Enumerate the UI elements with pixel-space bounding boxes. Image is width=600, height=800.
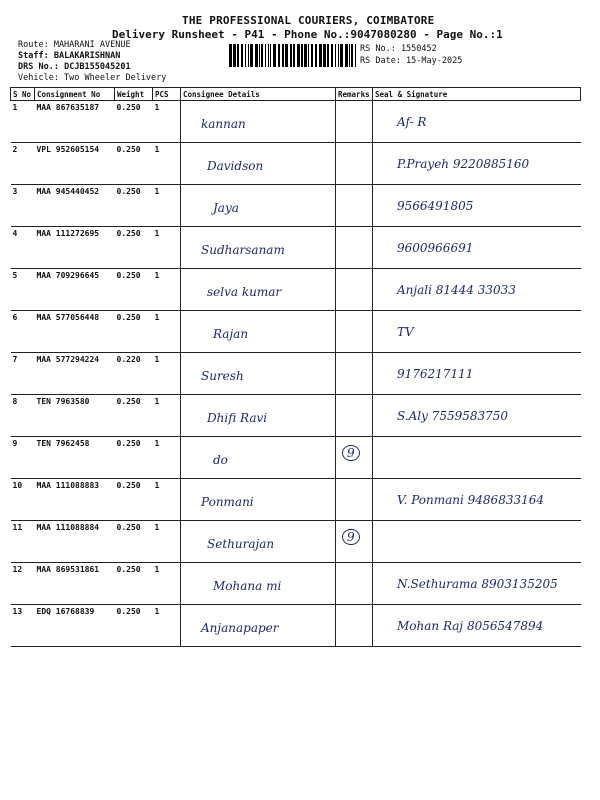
remarks-mark-cell bbox=[336, 185, 373, 227]
barcode-bar bbox=[255, 44, 258, 67]
weight-value: 0.250 bbox=[116, 313, 141, 322]
weight-value-cell bbox=[115, 437, 153, 479]
consignee-name-cell bbox=[181, 227, 336, 269]
serial-number: 11 bbox=[12, 523, 23, 532]
pieces-count: 1 bbox=[154, 229, 160, 238]
serial-number: 9 bbox=[12, 439, 18, 448]
barcode-bar bbox=[355, 44, 356, 67]
column-header: S No bbox=[11, 88, 35, 101]
barcode-bar bbox=[315, 44, 317, 67]
consignee-name-cell bbox=[181, 311, 336, 353]
barcode-bar bbox=[297, 44, 300, 67]
pieces-count-cell bbox=[153, 185, 181, 227]
pieces-count: 1 bbox=[154, 103, 160, 112]
barcode-bar bbox=[323, 44, 326, 67]
consignee-name: Rajan bbox=[213, 327, 249, 341]
barcode-bar bbox=[335, 44, 336, 67]
serial-number-cell bbox=[11, 227, 35, 269]
weight-value-cell bbox=[115, 605, 153, 647]
consignee-name-cell bbox=[181, 185, 336, 227]
seal-signature-cell bbox=[373, 437, 581, 479]
consignment-number-cell bbox=[35, 311, 115, 353]
pieces-count-cell bbox=[153, 395, 181, 437]
barcode-bar bbox=[351, 44, 353, 67]
column-header: PCS bbox=[153, 88, 181, 101]
barcode-bar bbox=[301, 44, 303, 67]
table-row bbox=[11, 227, 581, 269]
remarks-mark-cell bbox=[336, 605, 373, 647]
consignment-number: MAA 577056448 bbox=[36, 313, 100, 322]
seal-signature: 9566491805 bbox=[397, 199, 474, 213]
barcode-bar bbox=[237, 44, 239, 67]
table-row bbox=[11, 563, 581, 605]
consignment-number: MAA 111088884 bbox=[36, 523, 100, 532]
weight-value: 0.250 bbox=[116, 481, 141, 490]
consignment-number-cell bbox=[35, 101, 115, 143]
column-header: Weight bbox=[115, 88, 153, 101]
remarks-mark-cell bbox=[336, 437, 373, 479]
consignment-number: MAA 867635187 bbox=[36, 103, 100, 112]
drs-label: DRS No.: bbox=[18, 62, 59, 72]
remarks-mark-cell bbox=[336, 563, 373, 605]
consignment-number: MAA 869531861 bbox=[36, 565, 100, 574]
consignment-number-cell bbox=[35, 143, 115, 185]
seal-signature-cell bbox=[373, 101, 581, 143]
consignee-name: selva kumar bbox=[207, 285, 282, 299]
seal-signature: Af- R bbox=[397, 115, 427, 129]
barcode-bar bbox=[261, 44, 263, 67]
weight-value: 0.250 bbox=[116, 607, 141, 616]
pieces-count-cell bbox=[153, 437, 181, 479]
seal-signature: P.Prayeh 9220885160 bbox=[397, 157, 530, 171]
serial-number-cell bbox=[11, 143, 35, 185]
staff-name: BALAKARISHNAN bbox=[53, 51, 121, 61]
table-row bbox=[11, 353, 581, 395]
seal-signature-cell bbox=[373, 353, 581, 395]
serial-number: 13 bbox=[12, 607, 23, 616]
rs-date: RS Date: 15-May-2025 bbox=[360, 56, 463, 66]
barcode-bar bbox=[340, 44, 343, 67]
weight-value-cell bbox=[115, 227, 153, 269]
consignment-number-cell bbox=[35, 437, 115, 479]
vehicle-line: Vehicle: Two Wheeler Delivery bbox=[18, 73, 167, 83]
seal-signature: S.Aly 7559583750 bbox=[397, 409, 509, 423]
remarks-mark: 9 bbox=[342, 529, 360, 545]
consignee-name: Davidson bbox=[207, 159, 264, 173]
pieces-count-cell bbox=[153, 353, 181, 395]
remarks-mark-cell bbox=[336, 395, 373, 437]
consignment-number: MAA 111088883 bbox=[36, 481, 100, 490]
serial-number-cell bbox=[11, 101, 35, 143]
consignee-name: Ponmani bbox=[201, 495, 254, 509]
barcode-bar bbox=[308, 44, 309, 67]
seal-signature: N.Sethurama 8903135205 bbox=[397, 577, 558, 591]
runsheet-table bbox=[10, 87, 581, 647]
table-row bbox=[11, 185, 581, 227]
consignment-number: TEN 7963580 bbox=[36, 397, 90, 406]
barcode-bar bbox=[245, 44, 246, 67]
pieces-count-cell bbox=[153, 605, 181, 647]
weight-value: 0.250 bbox=[116, 439, 141, 448]
table-row bbox=[11, 479, 581, 521]
consignee-name-cell bbox=[181, 605, 336, 647]
serial-number-cell bbox=[11, 605, 35, 647]
barcode-bar bbox=[338, 44, 339, 67]
staff-line bbox=[18, 51, 120, 61]
serial-number: 3 bbox=[12, 187, 18, 196]
weight-value-cell bbox=[115, 185, 153, 227]
table-row bbox=[11, 437, 581, 479]
pieces-count-cell bbox=[153, 269, 181, 311]
consignment-number-cell bbox=[35, 479, 115, 521]
seal-signature-cell bbox=[373, 521, 581, 563]
consignment-number: MAA 945440452 bbox=[36, 187, 100, 196]
seal-signature-cell bbox=[373, 395, 581, 437]
pieces-count: 1 bbox=[154, 607, 160, 616]
seal-signature: 9176217111 bbox=[397, 367, 474, 381]
barcode-bar bbox=[233, 44, 236, 67]
pieces-count: 1 bbox=[154, 145, 160, 154]
consignee-name-cell bbox=[181, 353, 336, 395]
serial-number: 6 bbox=[12, 313, 18, 322]
barcode-bar bbox=[345, 44, 348, 67]
table-row bbox=[11, 395, 581, 437]
barcode-bar bbox=[268, 44, 269, 67]
weight-value: 0.250 bbox=[116, 229, 141, 238]
barcode-bar bbox=[282, 44, 284, 67]
pieces-count-cell bbox=[153, 143, 181, 185]
pieces-count: 1 bbox=[154, 565, 160, 574]
barcode-bar bbox=[250, 44, 253, 67]
barcode-bar bbox=[265, 44, 266, 67]
serial-number: 4 bbox=[12, 229, 18, 238]
consignment-number: MAA 111272695 bbox=[36, 229, 100, 238]
weight-value-cell bbox=[115, 269, 153, 311]
barcode-bar bbox=[290, 44, 292, 67]
table-row bbox=[11, 143, 581, 185]
remarks-mark-cell bbox=[336, 521, 373, 563]
serial-number: 7 bbox=[12, 355, 18, 364]
barcode-bar bbox=[278, 44, 280, 67]
seal-signature-cell bbox=[373, 311, 581, 353]
drs-line bbox=[18, 62, 131, 72]
consignee-name-cell bbox=[181, 143, 336, 185]
seal-signature-cell bbox=[373, 143, 581, 185]
consignment-number: TEN 7962458 bbox=[36, 439, 90, 448]
seal-signature-cell bbox=[373, 185, 581, 227]
barcode-bar bbox=[248, 44, 249, 67]
table-header-row bbox=[11, 88, 581, 101]
table-row bbox=[11, 521, 581, 563]
barcode bbox=[229, 44, 357, 67]
seal-signature-cell bbox=[373, 269, 581, 311]
barcode-bar bbox=[311, 44, 313, 67]
weight-value-cell bbox=[115, 479, 153, 521]
consignment-number-cell bbox=[35, 227, 115, 269]
remarks-mark-cell bbox=[336, 143, 373, 185]
barcode-bar bbox=[241, 44, 243, 67]
pieces-count: 1 bbox=[154, 313, 160, 322]
serial-number-cell bbox=[11, 395, 35, 437]
remarks-mark-cell bbox=[336, 311, 373, 353]
weight-value: 0.250 bbox=[116, 397, 141, 406]
consignee-name-cell bbox=[181, 437, 336, 479]
remarks-mark-cell bbox=[336, 269, 373, 311]
barcode-bar bbox=[349, 44, 350, 67]
pieces-count-cell bbox=[153, 563, 181, 605]
serial-number-cell bbox=[11, 563, 35, 605]
consignee-name: Jaya bbox=[213, 201, 239, 215]
serial-number-cell bbox=[11, 521, 35, 563]
seal-signature-cell bbox=[373, 479, 581, 521]
remarks-mark: 9 bbox=[342, 445, 360, 461]
seal-signature: 9600966691 bbox=[397, 241, 474, 255]
seal-signature: V. Ponmani 9486833164 bbox=[397, 493, 544, 507]
consignee-name-cell bbox=[181, 479, 336, 521]
barcode-bar bbox=[304, 44, 307, 67]
column-header: Seal & Signature bbox=[373, 88, 581, 101]
consignment-number: MAA 577294224 bbox=[36, 355, 100, 364]
table-row bbox=[11, 101, 581, 143]
consignee-name: kannan bbox=[201, 117, 246, 131]
barcode-bar bbox=[285, 44, 288, 67]
weight-value: 0.250 bbox=[116, 145, 141, 154]
weight-value-cell bbox=[115, 395, 153, 437]
remarks-mark-cell bbox=[336, 353, 373, 395]
consignee-name: Sudharsanam bbox=[201, 243, 285, 257]
pieces-count-cell bbox=[153, 101, 181, 143]
consignment-number-cell bbox=[35, 605, 115, 647]
weight-value-cell bbox=[115, 101, 153, 143]
consignee-name-cell bbox=[181, 269, 336, 311]
weight-value-cell bbox=[115, 353, 153, 395]
drs-number: DCJB155045201 bbox=[64, 62, 131, 72]
serial-number-cell bbox=[11, 311, 35, 353]
column-header: Consignee Details bbox=[181, 88, 336, 101]
pieces-count-cell bbox=[153, 227, 181, 269]
serial-number-cell bbox=[11, 479, 35, 521]
pieces-count: 1 bbox=[154, 355, 160, 364]
pieces-count: 1 bbox=[154, 271, 160, 280]
remarks-mark-cell bbox=[336, 101, 373, 143]
pieces-count: 1 bbox=[154, 481, 160, 490]
consignment-number-cell bbox=[35, 269, 115, 311]
pieces-count-cell bbox=[153, 311, 181, 353]
weight-value-cell bbox=[115, 563, 153, 605]
consignee-name: Suresh bbox=[201, 369, 244, 383]
consignee-name-cell bbox=[181, 563, 336, 605]
company-name: THE PROFESSIONAL COURIERS, COIMBATORE bbox=[182, 14, 435, 27]
remarks-mark-cell bbox=[336, 479, 373, 521]
weight-value: 0.250 bbox=[116, 523, 141, 532]
table-row bbox=[11, 269, 581, 311]
serial-number-cell bbox=[11, 353, 35, 395]
barcode-bar bbox=[327, 44, 329, 67]
serial-number: 8 bbox=[12, 397, 18, 406]
pieces-count-cell bbox=[153, 479, 181, 521]
rs-number: RS No.: 1550452 bbox=[360, 44, 437, 54]
pieces-count: 1 bbox=[154, 523, 160, 532]
serial-number-cell bbox=[11, 437, 35, 479]
serial-number: 2 bbox=[12, 145, 18, 154]
staff-label: Staff: bbox=[18, 51, 49, 61]
pieces-count: 1 bbox=[154, 439, 160, 448]
column-header: Remarks bbox=[336, 88, 373, 101]
consignment-number: VPL 952605154 bbox=[36, 145, 100, 154]
weight-value: 0.250 bbox=[116, 103, 141, 112]
serial-number-cell bbox=[11, 269, 35, 311]
seal-signature-cell bbox=[373, 563, 581, 605]
column-header: Consignment No bbox=[35, 88, 115, 101]
consignee-name: Anjanapaper bbox=[201, 621, 279, 635]
weight-value: 0.250 bbox=[116, 271, 141, 280]
serial-number: 1 bbox=[12, 103, 18, 112]
weight-value-cell bbox=[115, 143, 153, 185]
consignment-number-cell bbox=[35, 563, 115, 605]
consignee-name: Sethurajan bbox=[207, 537, 275, 551]
consignee-name-cell bbox=[181, 395, 336, 437]
weight-value: 0.250 bbox=[116, 187, 141, 196]
route-line: Route: MAHARANI AVENUE bbox=[18, 40, 131, 50]
consignee-name: do bbox=[213, 453, 228, 467]
seal-signature: Mohan Raj 8056547894 bbox=[397, 619, 544, 633]
weight-value-cell bbox=[115, 521, 153, 563]
barcode-bar bbox=[293, 44, 295, 67]
seal-signature-cell bbox=[373, 227, 581, 269]
consignee-name-cell bbox=[181, 521, 336, 563]
barcode-bar bbox=[229, 44, 232, 67]
consignee-name: Dhifi Ravi bbox=[207, 411, 268, 425]
barcode-bar bbox=[273, 44, 276, 67]
serial-number: 10 bbox=[12, 481, 23, 490]
seal-signature: Anjali 81444 33033 bbox=[397, 283, 516, 297]
consignment-number-cell bbox=[35, 185, 115, 227]
barcode-bar bbox=[259, 44, 260, 67]
consignee-name-cell bbox=[181, 101, 336, 143]
consignment-number-cell bbox=[35, 521, 115, 563]
barcode-bar bbox=[319, 44, 322, 67]
runsheet-title: Delivery Runsheet - P41 - Phone No.:9047080280 - Page No.:1 bbox=[112, 28, 503, 41]
seal-signature: TV bbox=[397, 325, 414, 339]
consignment-number-cell bbox=[35, 353, 115, 395]
serial-number-cell bbox=[11, 185, 35, 227]
barcode-bar bbox=[270, 44, 271, 67]
consignment-number: MAA 709296645 bbox=[36, 271, 100, 280]
pieces-count: 1 bbox=[154, 187, 160, 196]
serial-number: 12 bbox=[12, 565, 23, 574]
weight-value-cell bbox=[115, 311, 153, 353]
remarks-mark-cell bbox=[336, 227, 373, 269]
barcode-bar bbox=[331, 44, 333, 67]
weight-value: 0.250 bbox=[116, 565, 141, 574]
consignee-name: Mohana mi bbox=[213, 579, 282, 593]
table-row bbox=[11, 605, 581, 647]
seal-signature-cell bbox=[373, 605, 581, 647]
pieces-count-cell bbox=[153, 521, 181, 563]
table-row bbox=[11, 311, 581, 353]
serial-number: 5 bbox=[12, 271, 18, 280]
weight-value: 0.220 bbox=[116, 355, 141, 364]
pieces-count: 1 bbox=[154, 397, 160, 406]
consignment-number-cell bbox=[35, 395, 115, 437]
consignment-number: EDQ 16768839 bbox=[36, 607, 95, 616]
